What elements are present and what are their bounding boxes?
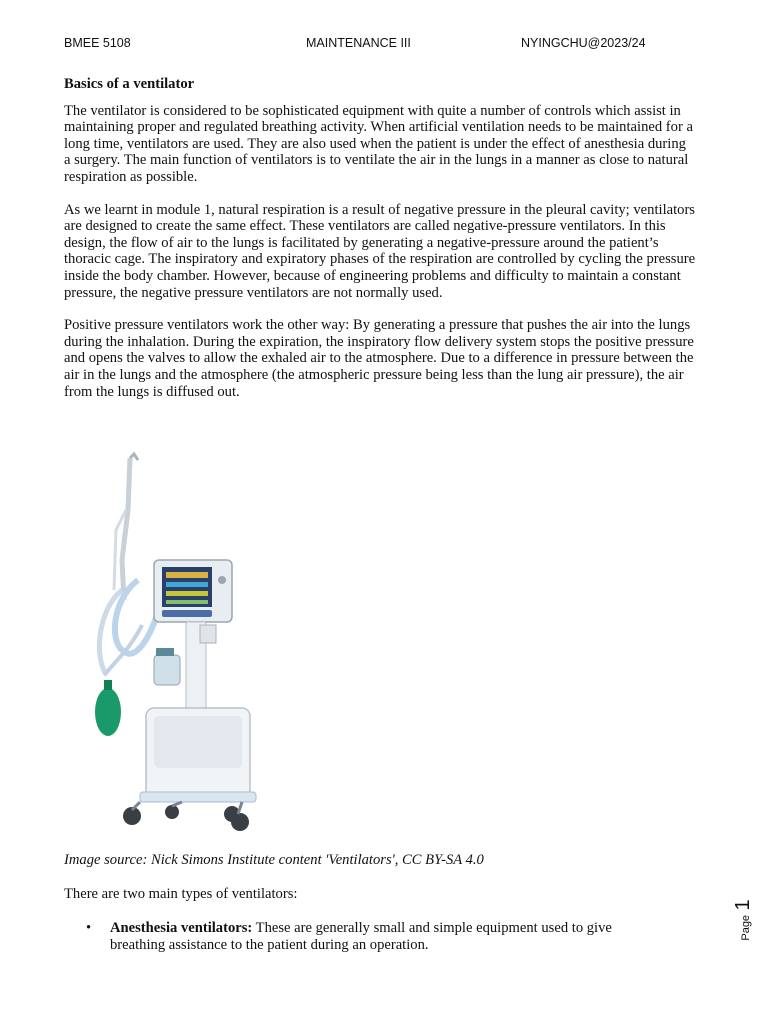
- paragraph-negative-pressure: As we learnt in module 1, natural respiration is a result of negative pressure in the pleural cavity; ventilators are designed to create the same effect. These ventilators are called negative-pressure ventilators. In this design, the flow of air to the lungs is facilitated by generating a negative-pressure around the patient’s thoracic cage. The inspiratory and expiratory phases of the respiration are controlled by cycling the pressure inside the body chamber. However, because of engineering problems and difficulty to maintain a constant pressure, the negative pressure ventilators are not normally used.: [64, 201, 696, 301]
- paragraph-intro: The ventilator is considered to be sophisticated equipment with quite a number of controls which assist in maintaining proper and regulated breathing activity. When artificial ventilation needs to be maintained for a long time, ventilators are used. They are also used when the patient is under the effect of anesthesia during a surgery. The main function of ventilators is to ventilate the air in the lungs in a manner as close to natural respiration as possible.: [64, 102, 693, 185]
- list-item: [64, 920, 664, 953]
- page-number: [722, 899, 762, 955]
- ventilator-types-list: [64, 920, 664, 953]
- ventilator-types-intro: There are two main types of ventilators:: [64, 886, 298, 902]
- paragraph-positive-pressure: Positive pressure ventilators work the other way: By generating a pressure that pushes the air into the lungs during the inhalation. During the expiration, the inspiratory flow delivery system stops the positive pressure and opens the valves to allow the exhaled air to the atmosphere. Due to a difference in pressure between the air in the lungs and the atmosphere (the atmospheric pressure being less than the lung air pressure), the air from the lungs is diffused out.: [64, 317, 694, 400]
- list-item-text: These are generally small and simple equipment used to give breathing assistance to the patient during an operation.: [110, 920, 612, 953]
- list-item-term: Anesthesia ventilators:: [110, 920, 253, 936]
- ventilator-image: [82, 450, 272, 835]
- section-title: Basics of a ventilator: [64, 76, 195, 92]
- figure-caption: Image source: Nick Simons Institute content 'Ventilators', CC BY-SA 4.0: [64, 852, 484, 868]
- main-content: [64, 76, 696, 416]
- page-label: Page: [740, 914, 752, 941]
- ventilator-illustration: [82, 450, 272, 835]
- page-header: [64, 36, 704, 52]
- header-module: MAINTENANCE III: [306, 36, 411, 50]
- page-digit: 1: [732, 899, 754, 911]
- bullet-icon: •: [86, 920, 92, 936]
- header-course-code: BMEE 5108: [64, 36, 131, 50]
- header-author: NYINGCHU@2023/24: [521, 36, 646, 50]
